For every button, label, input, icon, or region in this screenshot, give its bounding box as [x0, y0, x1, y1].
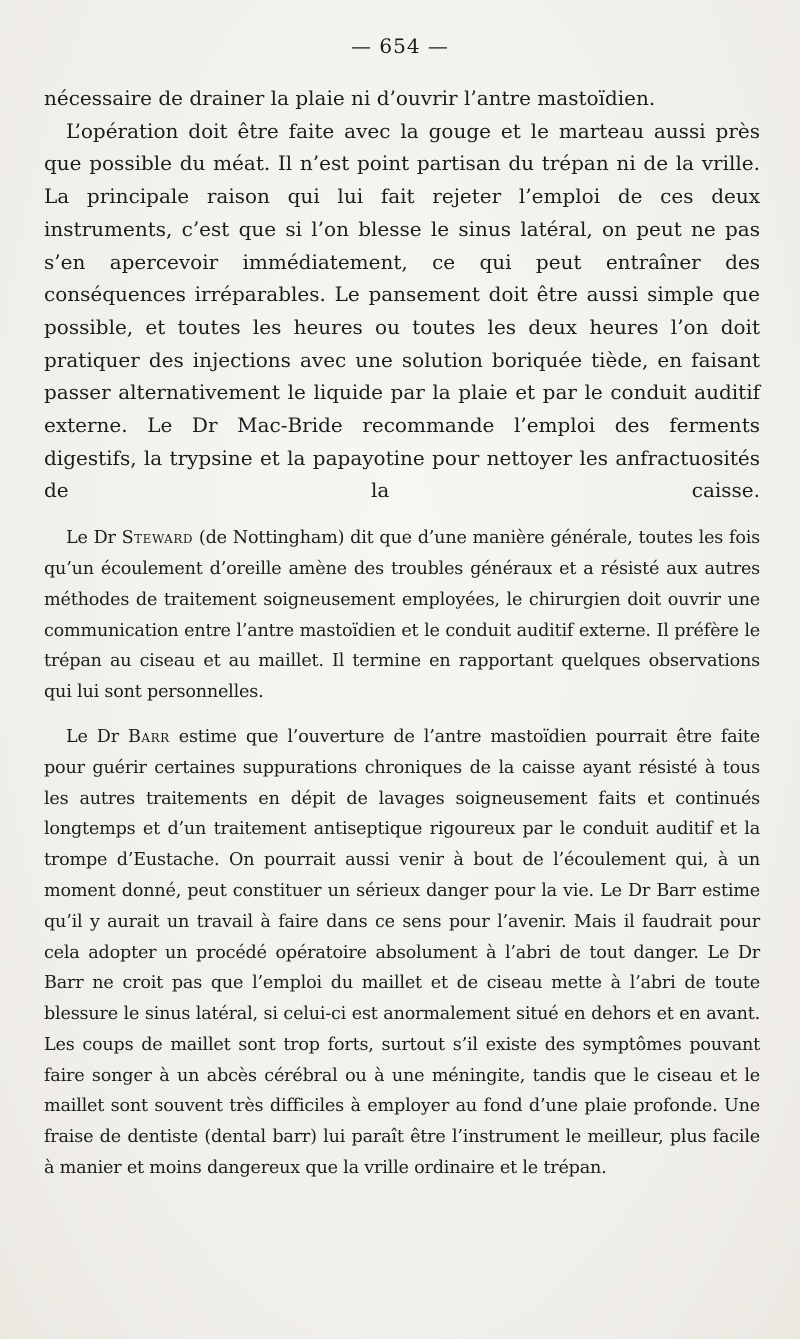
page-number: — 654 — — [351, 34, 449, 58]
doctor-prefix: Le Dr — [66, 528, 122, 549]
paragraph-steward-text: (de Nottingham) dit que d’une manière générale, toutes les fois qu’un écoulement d’oreille amène des troubles généraux et a résisté aux autres méthodes de traitement soigneusement employées, le chirurgien doit ouvrir une communication entre l’antre mastoïdien et le conduit auditif externe. Il préfère le trépan au ciseau et au maillet. Il termine en rapportant quelques observations qui lui sont personnelles. — [44, 528, 760, 703]
body-text — [44, 82, 760, 1184]
paragraph-continuation: nécessaire de drainer la plaie ni d’ouvrir l’antre mastoïdien. — [44, 86, 656, 110]
doctor-name-steward: Steward — [121, 528, 194, 549]
paragraph-mac-bride: L’opération doit être faite avec la gouge et le marteau aussi près que possible du méat. Il n’est point partisan du trépan ni de la vrille. La principale raison qui lui fait rejeter l’emploi de ces deux instruments, c’est que si l’on blesse le sinus latéral, on peut ne pas s’en apercevoir immédiatement, ce qui peut entraîner des conséquences irréparables. Le pansement doit être aussi simple que possible, et toutes les heures ou toutes les deux heures l’on doit pratiquer des injections avec une solution boriquée tiède, en faisant passer alternativement le liquide par la plaie et par le conduit auditif externe. Le Dr Mac-Bride recommande l’emploi des ferments digestifs, la trypsine et la papayotine pour nettoyer les anfractuosités de la caisse. — [44, 118, 760, 503]
paragraph-barr-text: estime que l’ouverture de l’antre mastoïdien pourrait être faite pour guérir certaines suppurations chroniques de la caisse ayant résisté à tous les autres traitements en dépit de lavages soigneusement faits et continués longtemps et d’un traitement antiseptique rigoureux par le conduit auditif et la trompe d’Eustache. On pourrait aussi venir à bout de l’écoulement qui, à un moment donné, peut constituer un sérieux danger pour la vie. Le Dr Barr estime qu’il y aurait un travail à faire dans ce sens pour l’avenir. Mais il faudrait pour cela adopter un procédé opératoire absolument à l’abri de tout danger. Le Dr Barr ne croit pas que l’emploi du maillet et de ciseau mette à l’abri de toute blessure le sinus latéral, si celui-ci est anormalement situé en dehors et en avant. Les coups de maillet sont trop forts, surtout s’il existe des symptômes pouvant faire songer à un abcès cérébral ou à une méningite, tandis que le ciseau et le maillet sont souvent très difficiles à employer au fond d’une plaie profonde. Une fraise de dentiste (dental barr) lui paraît être l’instrument le meilleur, plus facile à manier et moins dangereux que la vrille ordinaire et le trépan. — [44, 726, 760, 1179]
doctor-name-barr: Barr — [128, 726, 170, 747]
paragraph-barr — [44, 722, 760, 1184]
paragraph-steward — [44, 523, 760, 708]
doctor-prefix: Le Dr — [66, 726, 128, 747]
